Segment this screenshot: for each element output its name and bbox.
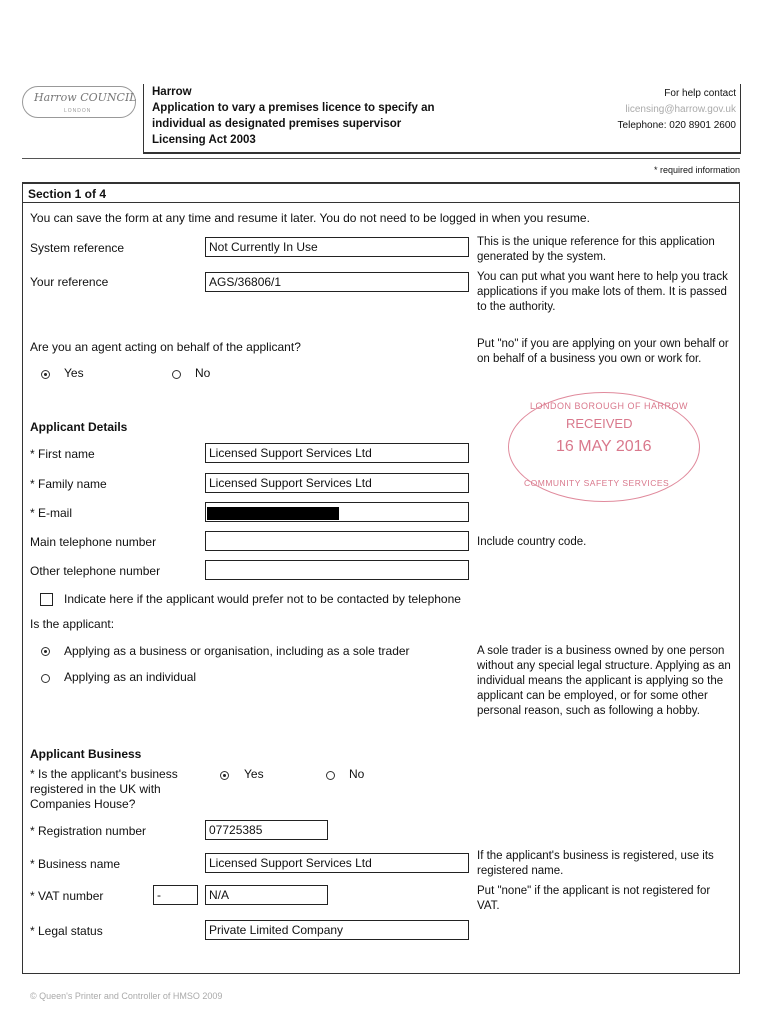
header-org: Harrow <box>152 86 192 98</box>
agent-help: Put "no" if you are applying on your own behalf or on behalf of a business you own or work for. <box>477 338 729 365</box>
vat-prefix-field[interactable]: - <box>153 885 198 905</box>
vat-label: * VAT number <box>30 889 104 903</box>
section-title: Section 1 of 4 <box>28 187 107 201</box>
other-tel-label: Other telephone number <box>30 564 161 578</box>
no-phone-label: Indicate here if the applicant would prefer not to be contacted by telephone <box>64 592 461 606</box>
stamp-top-text: LONDON BOROUGH OF HARROW <box>530 401 689 411</box>
business-option-label: Applying as a business or organisation, including as a sole trader <box>64 644 410 658</box>
help-phone: Telephone: 020 8901 2600 <box>617 120 736 131</box>
system-ref-label: System reference <box>30 241 125 255</box>
email-redaction <box>207 507 339 520</box>
business-radio[interactable] <box>41 647 50 656</box>
stamp-received: RECEIVED <box>566 416 633 431</box>
agent-yes-radio[interactable] <box>41 370 50 379</box>
business-heading: Applicant Business <box>30 747 142 761</box>
business-name-help: If the applicant's business is registered, use its registered name. <box>477 850 714 877</box>
agent-no-label: No <box>195 366 211 380</box>
registered-yes-radio[interactable] <box>220 771 229 780</box>
vat-number-field[interactable]: N/A <box>205 885 328 905</box>
family-name-label: * Family name <box>30 477 107 491</box>
registered-yes-label: Yes <box>244 767 264 781</box>
individual-radio[interactable] <box>41 674 50 683</box>
first-name-field[interactable]: Licensed Support Services Ltd <box>205 443 469 463</box>
vat-help: Put "none" if the applicant is not registered for VAT. <box>477 885 711 912</box>
main-tel-label: Main telephone number <box>30 535 157 549</box>
page-title-line2: individual as designated premises supervisor <box>152 118 402 130</box>
agent-no-radio[interactable] <box>172 370 181 379</box>
main-tel-field[interactable] <box>205 531 469 551</box>
registration-label: * Registration number <box>30 824 147 838</box>
applicant-heading: Applicant Details <box>30 420 128 434</box>
help-contact-label: For help contact <box>664 88 736 99</box>
registered-no-label: No <box>349 767 365 781</box>
business-name-field[interactable]: Licensed Support Services Ltd <box>205 853 469 873</box>
section-title-bar <box>22 202 740 203</box>
stamp-bottom-text: COMMUNITY SAFETY SERVICES <box>524 478 670 488</box>
legal-status-field[interactable]: Private Limited Company <box>205 920 469 940</box>
no-phone-checkbox[interactable] <box>40 593 53 606</box>
applicant-type-help: A sole trader is a business owned by one person without any special legal structure. Applying as an individual means the applicant is applying so the applicant can be employed, or for some other personal reason, such as following a hobby. <box>477 645 731 717</box>
required-note: * required information <box>653 165 740 175</box>
logo-sub: LONDON <box>64 108 92 114</box>
your-ref-field[interactable]: AGS/36806/1 <box>205 272 469 292</box>
legal-status-label: * Legal status <box>30 924 103 938</box>
page-title-line1: Application to vary a premises licence to specify an <box>152 102 435 114</box>
logo-text: Harrow COUNCIL <box>34 91 137 104</box>
individual-option-label: Applying as an individual <box>64 670 197 684</box>
agent-question: Are you an agent acting on behalf of the applicant? <box>30 340 301 354</box>
main-tel-help: Include country code. <box>477 536 587 548</box>
system-ref-field[interactable]: Not Currently In Use <box>205 237 469 257</box>
business-name-label: * Business name <box>30 857 121 871</box>
first-name-label: * First name <box>30 447 95 461</box>
registered-question: * Is the applicant's business registered in the UK with Companies House? <box>30 767 178 811</box>
your-ref-label: Your reference <box>30 275 109 289</box>
agent-yes-label: Yes <box>64 366 84 380</box>
email-label: * E-mail <box>30 506 73 520</box>
page-title-line3: Licensing Act 2003 <box>152 134 256 146</box>
section-intro: You can save the form at any time and resume it later. You do not need to be logged in when you resume. <box>30 211 590 225</box>
registration-field[interactable]: 07725385 <box>205 820 328 840</box>
applicant-type-label: Is the applicant: <box>30 617 115 631</box>
system-ref-help: This is the unique reference for this application generated by the system. <box>477 236 715 263</box>
your-ref-help: You can put what you want here to help you track applications if you make lots of them. It is passed to the authority. <box>477 271 728 313</box>
help-email-link[interactable]: licensing@harrow.gov.uk <box>625 104 736 115</box>
stamp-date: 16 MAY 2016 <box>556 438 652 455</box>
other-tel-field[interactable] <box>205 560 469 580</box>
footer-copyright: © Queen's Printer and Controller of HMSO 2009 <box>30 991 223 1001</box>
family-name-field[interactable]: Licensed Support Services Ltd <box>205 473 469 493</box>
registered-no-radio[interactable] <box>326 771 335 780</box>
header-rule <box>22 158 740 159</box>
